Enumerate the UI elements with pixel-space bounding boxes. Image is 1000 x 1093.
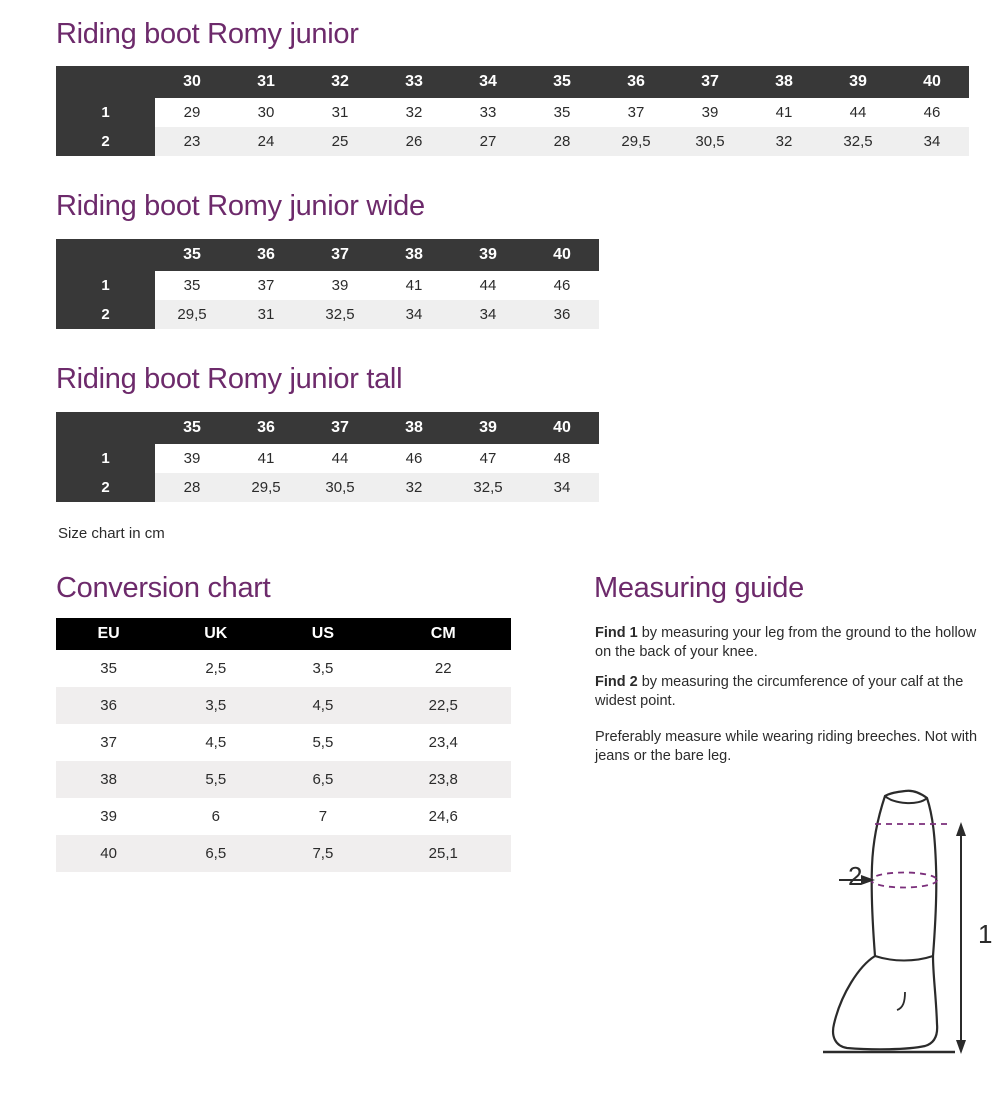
table-cell: 41 <box>377 271 451 300</box>
table-cell: 38 <box>56 761 161 798</box>
table-cell: 34 <box>377 300 451 329</box>
col-header: 35 <box>525 66 599 98</box>
table-cell: 46 <box>377 444 451 473</box>
table-cell: 32,5 <box>451 473 525 502</box>
table-cell: 6,5 <box>161 835 270 872</box>
col-header: 33 <box>377 66 451 98</box>
size-chart-caption: Size chart in cm <box>58 525 165 542</box>
table-corner-cell <box>56 412 155 444</box>
table-row <box>56 761 511 798</box>
row-label: 2 <box>56 473 155 502</box>
col-header: 30 <box>155 66 229 98</box>
col-header: 36 <box>229 239 303 271</box>
section-measuring <box>594 572 804 605</box>
table-row <box>56 271 599 300</box>
measuring-guide-text <box>595 624 995 777</box>
table-row <box>56 650 511 687</box>
table-cell: 48 <box>525 444 599 473</box>
col-header: 32 <box>303 66 377 98</box>
section-title-measuring: Measuring guide <box>594 572 804 604</box>
table-cell: 34 <box>895 127 969 156</box>
boot-outline <box>833 791 937 1050</box>
col-header: 37 <box>303 239 377 271</box>
table-cell: 39 <box>303 271 377 300</box>
col-header-cm: CM <box>376 618 512 650</box>
table-cell: 44 <box>303 444 377 473</box>
section-conversion <box>56 572 270 605</box>
table-row <box>56 798 511 835</box>
table-header-row <box>56 412 599 444</box>
table-row <box>56 473 599 502</box>
table-conversion-wrapper <box>56 618 511 872</box>
find-2-text: by measuring the circumference of your calf at the widest point. <box>595 674 964 709</box>
table-cell: 32 <box>377 98 451 127</box>
table-cell: 3,5 <box>161 687 270 724</box>
table-cell: 23,8 <box>376 761 512 798</box>
table-cell: 32,5 <box>303 300 377 329</box>
table-cell: 3,5 <box>270 650 375 687</box>
table-cell: 7 <box>270 798 375 835</box>
table-cell: 32,5 <box>821 127 895 156</box>
col-header-us: US <box>270 618 375 650</box>
row-label: 1 <box>56 271 155 300</box>
arrow-head-down <box>956 1040 966 1054</box>
col-header-eu: EU <box>56 618 161 650</box>
table-cell: 6,5 <box>270 761 375 798</box>
table-row <box>56 127 969 156</box>
table-cell: 7,5 <box>270 835 375 872</box>
table-cell: 25,1 <box>376 835 512 872</box>
table-cell: 44 <box>451 271 525 300</box>
table-cell: 31 <box>303 98 377 127</box>
table-cell: 24 <box>229 127 303 156</box>
table-cell: 41 <box>229 444 303 473</box>
table-cell: 33 <box>451 98 525 127</box>
table-junior-wide <box>56 239 599 329</box>
table-cell: 28 <box>155 473 229 502</box>
table-cell: 34 <box>525 473 599 502</box>
table-cell: 46 <box>895 98 969 127</box>
table-row <box>56 835 511 872</box>
calf-measure-dashed-ellipse <box>871 873 937 888</box>
table-cell: 29,5 <box>155 300 229 329</box>
section-title-junior-tall: Riding boot Romy junior tall <box>56 363 403 395</box>
table-conversion <box>56 618 511 872</box>
table-corner-cell <box>56 239 155 271</box>
table-cell: 30,5 <box>303 473 377 502</box>
table-cell: 39 <box>673 98 747 127</box>
table-junior-tall <box>56 412 599 502</box>
table-cell: 23 <box>155 127 229 156</box>
section-junior-tall <box>56 363 402 396</box>
boot-cuff <box>885 796 927 803</box>
measuring-note: Preferably measure while wearing riding breeches. Not with jeans or the bare leg. <box>595 729 978 764</box>
col-header: 38 <box>747 66 821 98</box>
table-cell: 37 <box>599 98 673 127</box>
row-label: 1 <box>56 444 155 473</box>
table-cell: 37 <box>229 271 303 300</box>
table-cell: 29 <box>155 98 229 127</box>
find-2-paragraph <box>595 673 995 710</box>
table-cell: 34 <box>451 300 525 329</box>
row-label: 2 <box>56 127 155 156</box>
find-1-text: by measuring your leg from the ground to the hollow on the back of your knee. <box>595 625 977 660</box>
table-junior-wide-wrapper <box>56 239 599 329</box>
boot-diagram <box>815 780 1000 1075</box>
table-header-row <box>56 618 511 650</box>
table-row <box>56 444 599 473</box>
table-cell: 35 <box>525 98 599 127</box>
table-row <box>56 687 511 724</box>
section-junior-wide <box>56 190 425 223</box>
table-cell: 2,5 <box>161 650 270 687</box>
table-cell: 29,5 <box>599 127 673 156</box>
find-1-label: Find 1 <box>595 625 638 641</box>
boot-hook <box>897 992 905 1010</box>
boot-ankle-seam <box>875 956 933 961</box>
table-cell: 36 <box>525 300 599 329</box>
table-cell: 32 <box>747 127 821 156</box>
table-corner-cell <box>56 66 155 98</box>
col-header: 39 <box>451 412 525 444</box>
section-title-junior-wide: Riding boot Romy junior wide <box>56 190 425 222</box>
table-cell: 47 <box>451 444 525 473</box>
col-header: 36 <box>599 66 673 98</box>
find-2-label: Find 2 <box>595 674 638 691</box>
table-cell: 29,5 <box>229 473 303 502</box>
table-cell: 4,5 <box>161 724 270 761</box>
table-cell: 31 <box>229 300 303 329</box>
col-header: 31 <box>229 66 303 98</box>
col-header: 38 <box>377 412 451 444</box>
section-title-junior: Riding boot Romy junior <box>56 18 359 50</box>
col-header: 37 <box>673 66 747 98</box>
table-cell: 25 <box>303 127 377 156</box>
table-junior-wrapper <box>56 66 969 156</box>
table-cell: 40 <box>56 835 161 872</box>
section-title-conversion: Conversion chart <box>56 572 271 604</box>
row-label: 1 <box>56 98 155 127</box>
arrow-head-up <box>956 822 966 836</box>
table-cell: 41 <box>747 98 821 127</box>
table-cell: 27 <box>451 127 525 156</box>
table-cell: 39 <box>56 798 161 835</box>
table-cell: 23,4 <box>376 724 512 761</box>
row-label: 2 <box>56 300 155 329</box>
table-cell: 39 <box>155 444 229 473</box>
col-header: 34 <box>451 66 525 98</box>
col-header: 39 <box>821 66 895 98</box>
table-header-row <box>56 66 969 98</box>
table-cell: 30,5 <box>673 127 747 156</box>
table-cell: 22 <box>376 650 512 687</box>
table-cell: 30 <box>229 98 303 127</box>
diagram-label-2: 2 <box>848 861 863 891</box>
table-cell: 35 <box>155 271 229 300</box>
table-cell: 5,5 <box>270 724 375 761</box>
diagram-label-1: 1 <box>978 919 993 949</box>
col-header: 36 <box>229 412 303 444</box>
table-cell: 32 <box>377 473 451 502</box>
col-header: 40 <box>525 239 599 271</box>
col-header: 40 <box>525 412 599 444</box>
col-header: 39 <box>451 239 525 271</box>
table-cell: 44 <box>821 98 895 127</box>
table-cell: 28 <box>525 127 599 156</box>
col-header: 38 <box>377 239 451 271</box>
section-junior <box>56 18 359 51</box>
table-row <box>56 300 599 329</box>
find-1-paragraph <box>595 624 995 661</box>
col-header: 37 <box>303 412 377 444</box>
table-junior-tall-wrapper <box>56 412 599 502</box>
col-header: 35 <box>155 239 229 271</box>
col-header: 40 <box>895 66 969 98</box>
table-cell: 26 <box>377 127 451 156</box>
boot-illustration-svg <box>815 780 1000 1070</box>
table-header-row <box>56 239 599 271</box>
table-cell: 24,6 <box>376 798 512 835</box>
table-cell: 22,5 <box>376 687 512 724</box>
table-junior <box>56 66 969 156</box>
table-cell: 35 <box>56 650 161 687</box>
col-header: 35 <box>155 412 229 444</box>
col-header-uk: UK <box>161 618 270 650</box>
table-cell: 4,5 <box>270 687 375 724</box>
table-cell: 36 <box>56 687 161 724</box>
table-cell: 46 <box>525 271 599 300</box>
table-row <box>56 724 511 761</box>
table-row <box>56 98 969 127</box>
table-cell: 37 <box>56 724 161 761</box>
table-cell: 6 <box>161 798 270 835</box>
table-cell: 5,5 <box>161 761 270 798</box>
